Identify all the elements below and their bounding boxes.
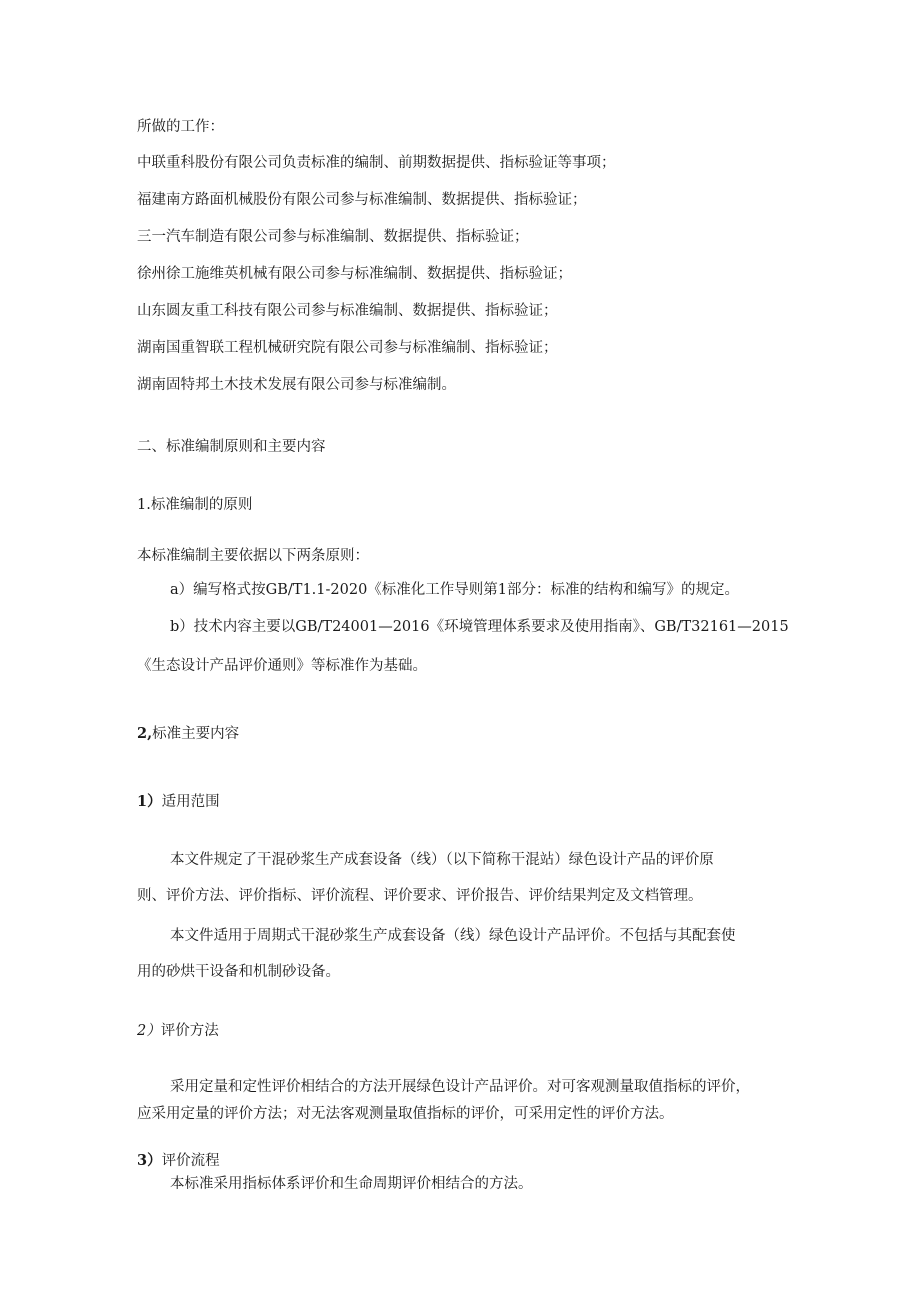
work-item: 徐州徐工施维英机械有限公司参与标准编制、数据提供、指标验证；	[137, 266, 572, 282]
subsection-number: 2,	[137, 725, 153, 742]
principle-a: a）编写格式按GB/T1.1-2020《标准化工作导则第1部分：标准的结构和编写》的规定。	[170, 582, 740, 598]
principles-intro: 本标准编制主要依据以下两条原则：	[137, 548, 369, 564]
scope-paragraph-line: 本文件规定了干混砂浆生产成套设备（线）（以下简称干混站）绿色设计产品的评价原	[170, 852, 714, 868]
item-number: 2）	[137, 1023, 161, 1039]
item-number: 3）	[137, 1152, 162, 1169]
flow-paragraph-line: 本标准采用指标体系评价和生命周期评价相结合的方法。	[170, 1176, 533, 1192]
subsection-heading: 1.标准编制的原则	[137, 497, 253, 513]
work-item: 湖南固特邦土木技术发展有限公司参与标准编制。	[137, 377, 456, 393]
method-paragraph-line: 应采用定量的评价方法；对无法客观测量取值指标的评价，可采用定性的评价方法。	[137, 1106, 674, 1122]
subsection-title: 标准主要内容	[152, 726, 240, 742]
principle-b: b）技术内容主要以GB/T24001—2016《环境管理体系要求及使用指南》、GB/T32161—2015	[170, 619, 789, 635]
item-number: 1）	[137, 793, 162, 810]
work-item: 福建南方路面机械股份有限公司参与标准编制、数据提供、指标验证；	[137, 192, 587, 208]
work-item: 三一汽车制造有限公司参与标准编制、数据提供、指标验证；	[137, 229, 529, 245]
item-title: 评价流程	[161, 1153, 220, 1169]
subsection-heading-2	[137, 724, 239, 744]
section-heading: 二、标准编制原则和主要内容	[137, 439, 326, 455]
scope-paragraph-line: 用的砂烘干设备和机制砂设备。	[137, 964, 340, 980]
item-heading-method	[137, 1021, 219, 1041]
item-heading-scope	[137, 792, 220, 812]
principle-b-continued: 《生态设计产品评价通则》等标准作为基础。	[137, 658, 427, 674]
method-paragraph-line: 采用定量和定性评价相结合的方法开展绿色设计产品评价。对可客观测量取值指标的评价，	[170, 1079, 750, 1095]
work-item: 湖南国重智联工程机械研究院有限公司参与标准编制、指标验证；	[137, 340, 558, 356]
work-item: 中联重科股份有限公司负责标准的编制、前期数据提供、指标验证等事项；	[137, 155, 616, 171]
scope-paragraph-line: 本文件适用于周期式干混砂浆生产成套设备（线）绿色设计产品评价。不包括与其配套使	[170, 928, 736, 944]
item-title: 评价方法	[160, 1023, 219, 1039]
work-item: 山东圆友重工科技有限公司参与标准编制、数据提供、指标验证；	[137, 303, 558, 319]
item-title: 适用范围	[161, 794, 220, 810]
scope-paragraph-line: 则、评价方法、评价指标、评价流程、评价要求、评价报告、评价结果判定及文档管理。	[137, 888, 703, 904]
work-intro: 所做的工作：	[137, 119, 224, 135]
item-heading-flow	[137, 1151, 220, 1171]
